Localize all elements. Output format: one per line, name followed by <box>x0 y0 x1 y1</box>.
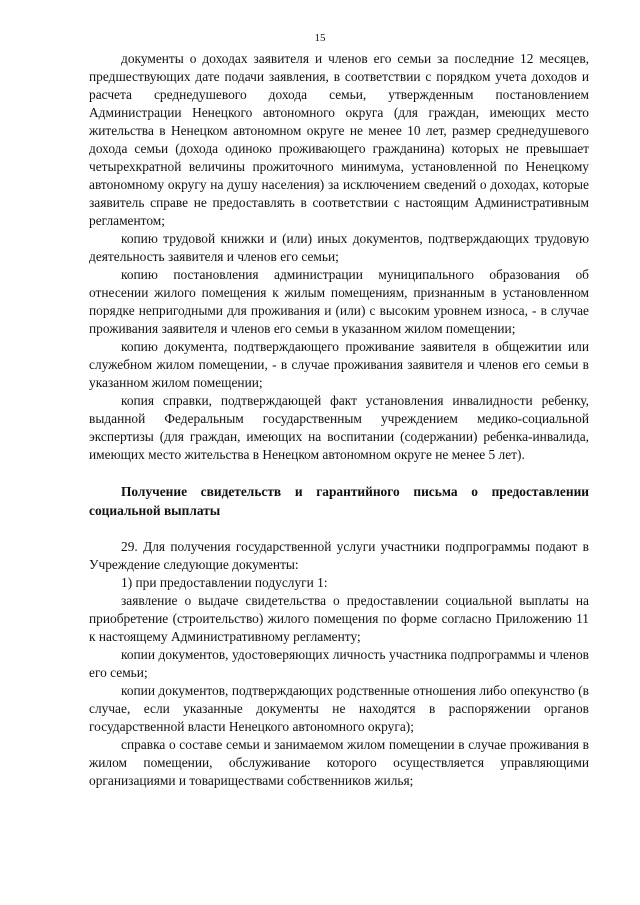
page-number: 15 <box>314 32 326 44</box>
paragraph-item-29: 29. Для получения государственной услуги участники подпрограммы подают в Учреждение следующие документы: <box>89 539 589 572</box>
paragraph-unfit-housing: копию постановления администрации муниципального образования об отнесении жилого помещения к жилым помещениям, признанным в установленном порядке непригодными для проживания и (или) с высоким уровнем износа, - в случае проживания заявителя и членов его семьи в указанном жилом помещении; <box>89 267 589 336</box>
section-heading: Получение свидетельств и гарантийного письма о предоставлении социальной выплаты <box>89 484 589 518</box>
paragraph-application: заявление о выдаче свидетельства о предоставлении социальной выплаты на приобретение (строительство) жилого помещения по форме согласно Приложению 11 к настоящему Административному регламенту; <box>89 593 589 644</box>
paragraph-identity-copies: копии документов, удостоверяющих личность участника подпрограммы и членов его семьи; <box>89 647 589 680</box>
paragraph-family-certificate: справка о составе семьи и занимаемом жилом помещении в случае проживания в жилом помещении, обслуживание которого осуществляется управляющими организациями и товариществами собственников жилья; <box>89 737 589 788</box>
paragraph-dormitory: копию документа, подтверждающего проживание заявителя в общежитии или служебном жилом помещении, - в случае проживания заявителя и членов его семьи в указанном жилом помещении; <box>89 339 589 390</box>
paragraph-income-documents: документы о доходах заявителя и членов его семьи за последние 12 месяцев, предшествующих дате подачи заявления, в соответствии с порядком учета доходов и расчета среднедушевого дохода семьи, утвержденным постановлением Администрации Ненецкого автономного округа (для граждан, имеющих место жительства в Ненецком автономном округе не менее 10 лет, размер среднедушевого дохода семьи (дохода одиноко проживающего гражданина) которых не превышает четырехкратной величины прожиточного минимума, установленной по Ненецкому автономному округу на душу населения) за исключением сведений о доходах, которые заявитель справе не предоставлять в соответствии с настоящим Административным регламентом; <box>89 51 589 228</box>
paragraph-disability-certificate: копия справки, подтверждающей факт установления инвалидности ребенку, выданной Федеральным государственным учреждением медико-социальной экспертизы (для граждан, имеющих на воспитании (содержании) ребенка-инвалида, имеющих место жительства в Ненецком автономном округе не менее 5 лет). <box>89 393 589 462</box>
spacer <box>89 464 589 482</box>
paragraph-subservice-1: 1) при предоставлении подуслуги 1: <box>121 575 328 590</box>
paragraph-work-book: копию трудовой книжки и (или) иных документов, подтверждающих трудовую деятельность заявителя и членов его семьи; <box>89 231 589 264</box>
spacer <box>89 520 589 538</box>
document-body <box>89 50 589 790</box>
paragraph-kinship-copies: копии документов, подтверждающих родственные отношения либо опекунство (в случае, если указанные документы не находятся в распоряжении органов государственной власти Ненецкого автономного округа); <box>89 683 589 734</box>
